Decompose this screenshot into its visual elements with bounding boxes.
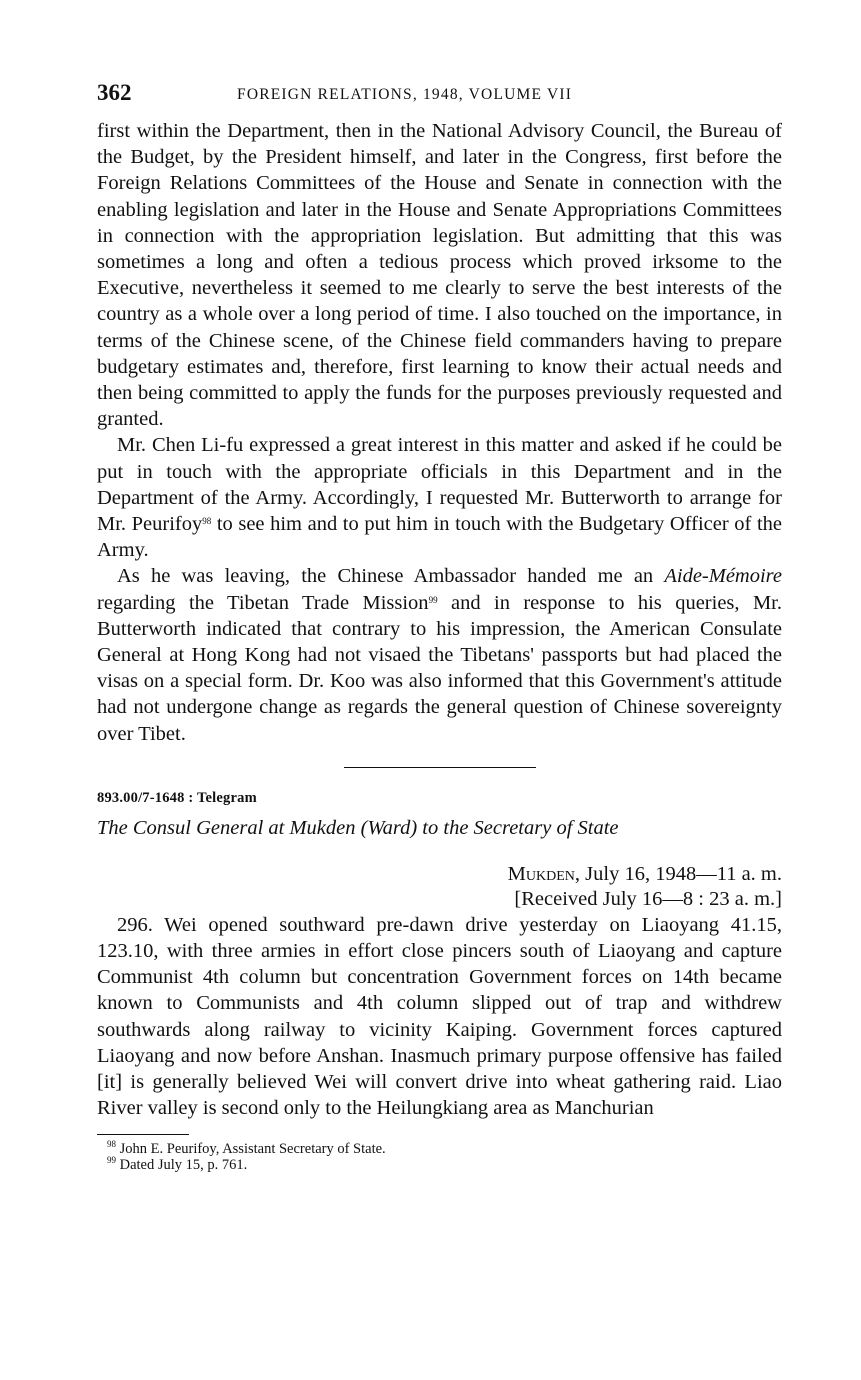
page-number: 362: [97, 80, 132, 105]
aide-memoire-term: Aide-Mémoire: [664, 565, 782, 588]
telegram-received: [Received July 16—8 : 23 a. m.]: [514, 887, 782, 910]
footnote-text: Dated July 15, p. 761.: [116, 1157, 248, 1173]
footnote-rule: [97, 1134, 189, 1135]
page-header: [97, 78, 782, 118]
paragraph-3-text-b: regarding the Tibetan Trade Mission: [97, 591, 429, 614]
telegram-place: Mukden: [507, 862, 575, 885]
footnote-marker: 99: [107, 1155, 116, 1165]
telegram-text: 296. Wei opened southward pre-dawn drive yesterday on Liaoyang 41.15, 123.10, with three armies in effort close pincers south of Liaoyang and capture Communist 4th column but concentration Government forces on 14th became known to Communists and 4th column slipped out of trap and withdrew southwards along railway to vicinity Kaiping. Government forces captured Liaoyang and now before Anshan. Inasmuch primary purpose offensive has failed [it] is generally believed Wei will convert drive into wheat gathering raid. Liao River valley is second only to the Heilungkiang area as Manchurian: [97, 913, 782, 1120]
telegram-date: , July 16, 1948—11 a. m.: [574, 862, 782, 885]
section-divider: [344, 767, 536, 768]
body-paragraph-3: [97, 563, 782, 746]
paragraph-3-text-c: and in response to his queries, Mr. Butterworth indicated that contrary to his impression, the American Consulate General at Hong Kong had not visaed the Tibetans' passports but had placed the visas on a special form. Dr. Koo was also informed that this Government's attitude had not undergone change as regards the general question of Chinese sovereignty over Tibet.: [97, 591, 782, 745]
telegram-dateline: [97, 862, 782, 887]
body-paragraph-1: first within the Department, then in the National Advisory Council, the Bureau of the Budget, by the President himself, and later in the Congress, first before the Foreign Relations Committees of the House and Senate in connection with the enabling legislation and later in the House and Senate Appropriations Committees in connection with the appropriation legislation. But admitting that this was sometimes a long and often a tedious process which proved irksome to the Executive, nevertheless it seemed to me clearly to serve the best interests of the country as a whole over a long period of time. I also touched on the importance, in terms of the Chinese scene, of the Chinese field commanders having to prepare budgetary estimates and, therefore, first learning to know their actual needs and then being committed to apply the funds for the purposes previously requested and granted.: [97, 120, 782, 431]
telegram-title: The Consul General at Mukden (Ward) to the Secretary of State: [97, 816, 619, 839]
footnote-text: John E. Peurifoy, Assistant Secretary of State.: [116, 1140, 386, 1157]
paragraph-2-text-b: to see him and to put him in touch with the Budgetary Officer of the Army.: [97, 513, 782, 562]
footnote-99: [107, 1157, 782, 1174]
paragraph-3-text-a: As he was leaving, the Chinese Ambassador handed me an: [117, 565, 665, 588]
footnote-98: [107, 1138, 782, 1158]
running-head: FOREIGN RELATIONS, 1948, VOLUME VII: [237, 86, 573, 103]
footnote-marker: 98: [107, 1138, 116, 1149]
paragraph-2-text-a: Mr. Chen Li-fu expressed a great interest in this matter and asked if he could be put in touch with the appropriate officials in this Department and in the Department of the Army. Accordingly, I requested Mr. Butterworth to arrange for Mr. Peurifoy: [97, 434, 782, 536]
telegram-file-number: 893.00/7-1648 : Telegram: [97, 789, 257, 806]
document-page: [97, 78, 782, 1174]
footnote-ref-99: 99: [428, 594, 438, 605]
footnote-ref-98: 98: [202, 516, 212, 527]
body-paragraph-2: [97, 432, 782, 563]
